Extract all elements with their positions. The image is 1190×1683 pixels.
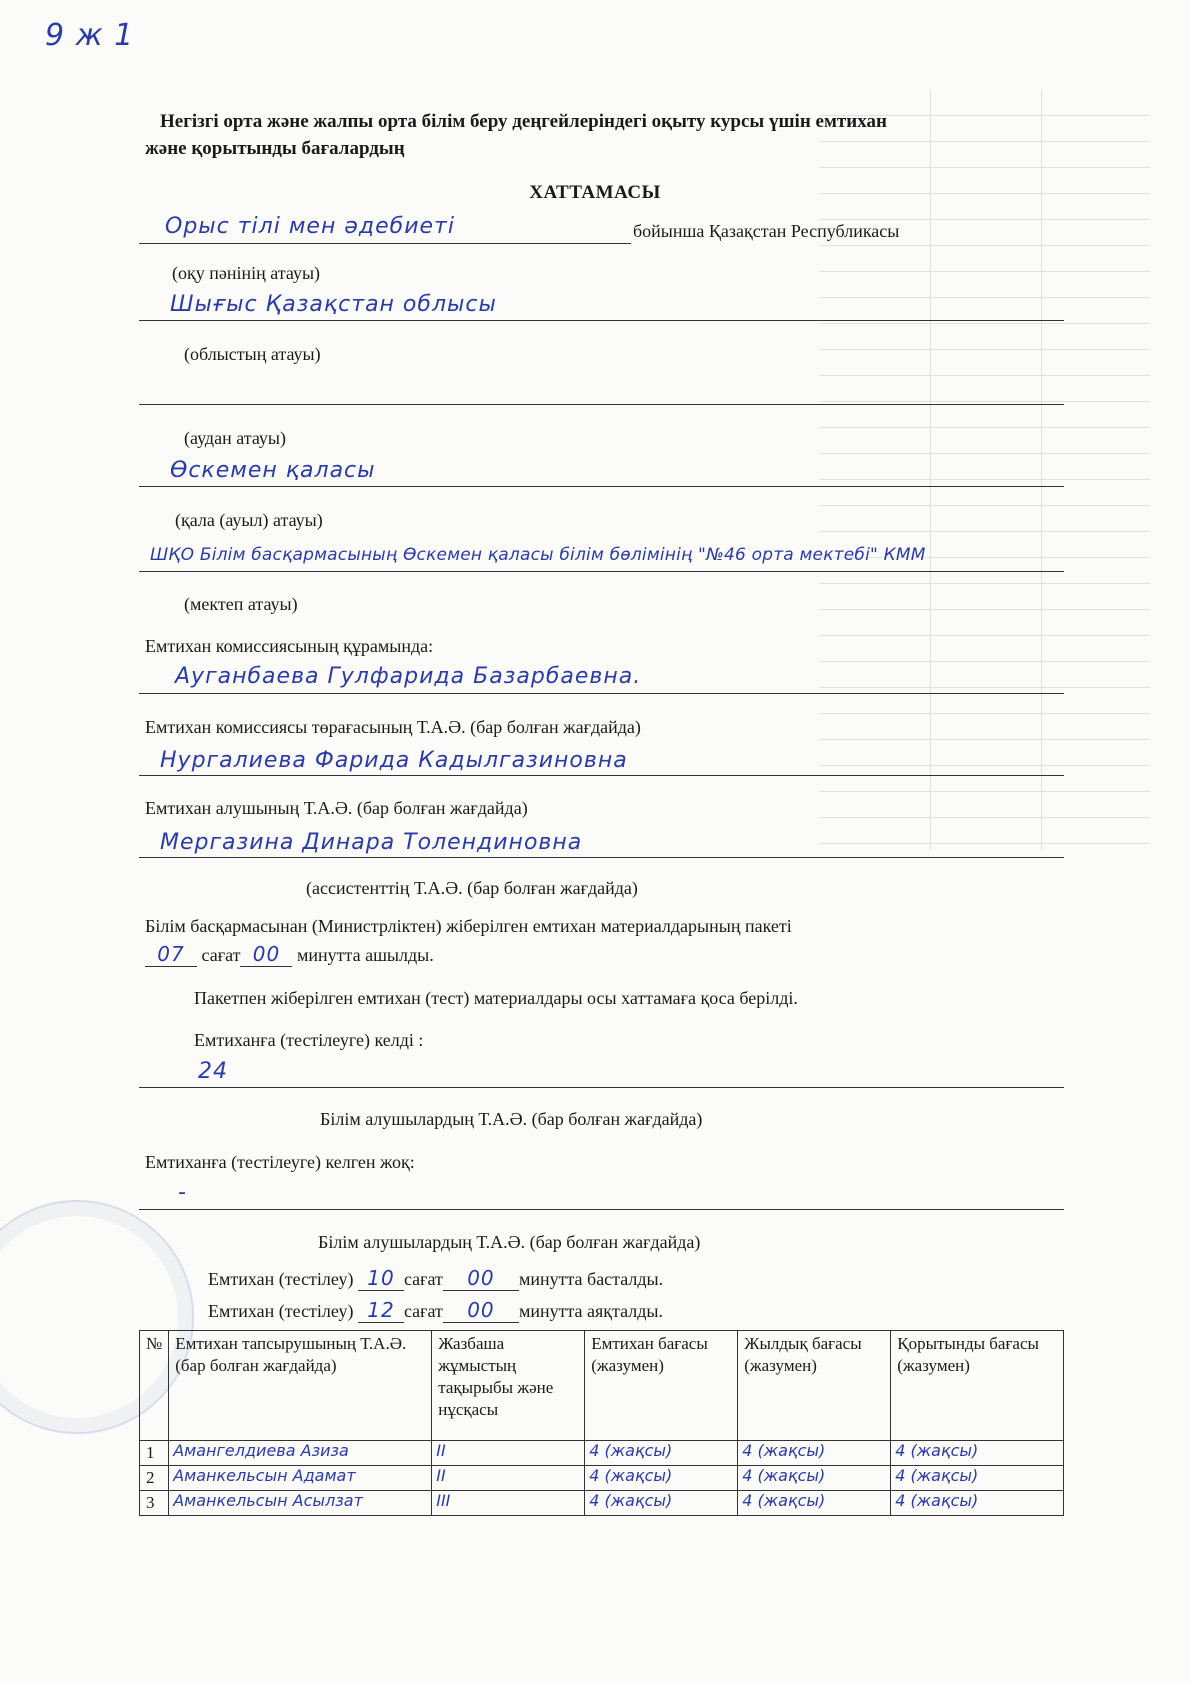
- results-table: [139, 1330, 1064, 1516]
- assistant-caption: (ассистенттің Т.А.Ә. (бар болған жағдайда): [306, 878, 638, 898]
- row-annual-grade: 4 (жақсы): [738, 1466, 891, 1491]
- header-exam-grade: Емтихан бағасы (жазумен): [585, 1331, 738, 1441]
- row-name: Аманкельсын Адамат: [169, 1466, 432, 1491]
- commission-underline: [139, 693, 1064, 694]
- header-number: №: [140, 1331, 169, 1441]
- row-name: Аманкельсын Асылзат: [169, 1491, 432, 1516]
- row-final-grade: 4 (жақсы): [891, 1441, 1064, 1466]
- bleed-through-table: [820, 90, 1150, 850]
- row-exam-grade: 4 (жақсы): [585, 1441, 738, 1466]
- row-annual-grade: 4 (жақсы): [738, 1441, 891, 1466]
- attached-note: Пакетпен жіберілген емтихан (тест) материалдары осы хаттамаға қоса берілді.: [194, 988, 798, 1008]
- school-value: ШҚО Білім басқармасының Өскемен қаласы білім бөлімінің "№46 орта мектебі" КММ: [150, 545, 926, 565]
- end-hour-word: сағат: [403, 1301, 443, 1321]
- table-row: [140, 1491, 1064, 1516]
- row-final-grade: 4 (жақсы): [891, 1491, 1064, 1516]
- district-caption: (аудан атауы): [184, 428, 286, 448]
- header-topic-variant: Жазбаша жұмыстың тақырыбы және нұсқасы: [432, 1331, 585, 1441]
- subject-suffix: бойынша Қазақстан Республикасы: [633, 221, 900, 241]
- table-row: [140, 1466, 1064, 1491]
- came-label: Емтиханға (тестілеуге) келді :: [194, 1030, 424, 1050]
- chairman-value: Нургалиева Фарида Кадылгазиновна: [160, 748, 628, 773]
- absent-underline: [139, 1209, 1064, 1210]
- end-suffix: минутта аяқталды.: [518, 1301, 664, 1321]
- end-line: [208, 1298, 663, 1323]
- package-line-2: [145, 942, 434, 967]
- absent-label: Емтиханға (тестілеуге) келген жоқ:: [145, 1152, 415, 1172]
- district-underline: [139, 404, 1064, 405]
- row-exam-grade: 4 (жақсы): [585, 1491, 738, 1516]
- region-value: Шығыс Қазақстан облысы: [170, 292, 497, 317]
- header-examinee-name: Емтихан тапсырушының Т.А.Ә. (бар болған жағдайда): [169, 1331, 432, 1441]
- package-hour-word: сағат: [201, 945, 241, 965]
- school-underline: [139, 571, 1064, 572]
- commission-label: Емтихан комиссиясының құрамында:: [145, 636, 434, 656]
- row-number: 3: [140, 1491, 169, 1516]
- chairman-underline: [139, 775, 1064, 776]
- absent-caption: Білім алушылардың Т.А.Ә. (бар болған жағдайда): [318, 1232, 701, 1252]
- region-caption: (облыстың атауы): [184, 344, 321, 364]
- corner-note: 9 ж 1: [45, 18, 135, 53]
- row-variant: III: [432, 1491, 585, 1516]
- chairman-label: Емтихан комиссиясы төрағасының Т.А.Ә. (бар болған жағдайда): [145, 717, 641, 737]
- header-final-grade: Қорытынды бағасы (жазумен): [891, 1331, 1064, 1441]
- row-annual-grade: 4 (жақсы): [738, 1491, 891, 1516]
- end-hour: 12: [358, 1298, 404, 1323]
- city-underline: [139, 486, 1064, 487]
- subject-underline: [139, 243, 631, 244]
- document-title: [145, 108, 1060, 162]
- start-line: [208, 1266, 663, 1291]
- absent-value: -: [178, 1180, 187, 1205]
- school-caption: (мектеп атауы): [184, 594, 298, 614]
- examiner-label: Емтихан алушының Т.А.Ә. (бар болған жағдайда): [145, 798, 528, 818]
- row-number: 2: [140, 1466, 169, 1491]
- came-value: 24: [198, 1059, 228, 1084]
- came-caption: Білім алушылардың Т.А.Ә. (бар болған жағдайда): [320, 1109, 703, 1129]
- city-value: Өскемен қаласы: [170, 458, 376, 483]
- subject-caption: (оқу пәнінің атауы): [172, 263, 321, 283]
- package-minute: 00: [240, 942, 292, 967]
- row-variant: II: [432, 1441, 585, 1466]
- region-underline: [139, 320, 1064, 321]
- start-hour-word: сағат: [403, 1269, 443, 1289]
- start-prefix: Емтихан (тестілеу): [208, 1269, 354, 1289]
- table-header-row: [140, 1331, 1064, 1441]
- package-hour: 07: [145, 942, 197, 967]
- table-row: [140, 1441, 1064, 1466]
- examiner-value: Мергазина Динара Толендиновна: [160, 830, 583, 855]
- start-minute: 00: [443, 1266, 519, 1291]
- end-prefix: Емтихан (тестілеу): [208, 1301, 354, 1321]
- package-minute-word: минутта ашылды.: [296, 945, 434, 965]
- row-exam-grade: 4 (жақсы): [585, 1466, 738, 1491]
- commission-value: Ауганбаева Гулфарида Базарбаевна.: [175, 664, 642, 689]
- subject-value: Орыс тілі мен әдебиеті: [165, 214, 455, 239]
- package-line-1: Білім басқармасынан (Министрліктен) жіберілген емтихан материалдарының пакеті: [145, 916, 792, 936]
- header-annual-grade: Жылдық бағасы (жазумен): [738, 1331, 891, 1441]
- row-variant: II: [432, 1466, 585, 1491]
- row-name: Амангелдиева Азиза: [169, 1441, 432, 1466]
- end-minute: 00: [443, 1298, 519, 1323]
- row-number: 1: [140, 1441, 169, 1466]
- title-line-2: және қорытынды бағалардың: [145, 138, 405, 159]
- row-final-grade: 4 (жақсы): [891, 1466, 1064, 1491]
- document-heading: ХАТТАМАСЫ: [529, 182, 661, 203]
- came-underline: [139, 1087, 1064, 1088]
- examiner-underline: [139, 857, 1064, 858]
- title-line-1: Негізгі орта және жалпы орта білім беру деңгейлеріндегі оқыту курсы үшін емтихан: [160, 111, 887, 132]
- city-caption: (қала (ауыл) атауы): [175, 510, 323, 530]
- start-hour: 10: [358, 1266, 404, 1291]
- start-suffix: минутта басталды.: [518, 1269, 664, 1289]
